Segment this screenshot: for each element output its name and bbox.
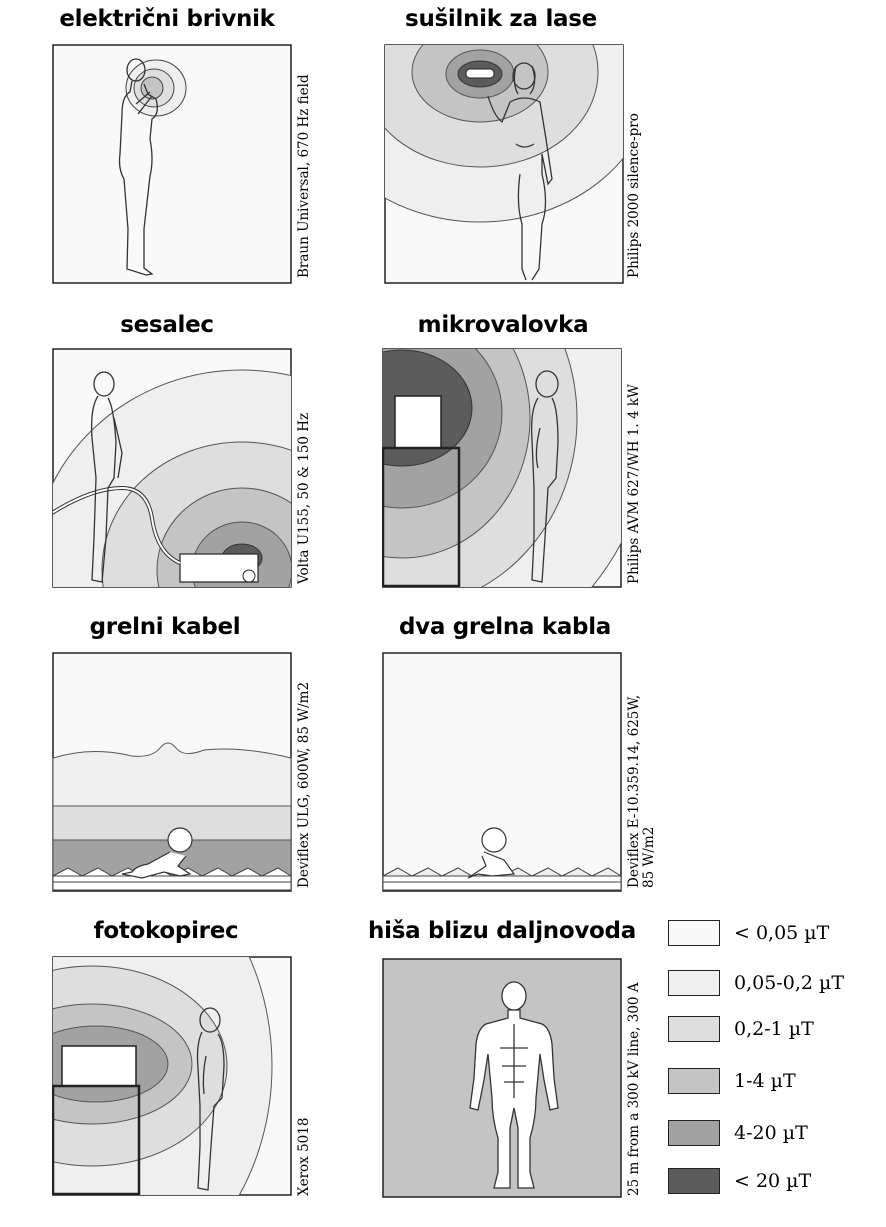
panel-vacuum [52,348,292,588]
panel-photocopier [52,956,292,1196]
legend-item [668,970,868,998]
device-label-photocopier: Xerox 5018 [296,1117,312,1196]
panel-title-heating-cable: grelni kabel [89,614,241,640]
panel-title-hairdryer: sušilnik za lase [405,6,597,32]
panel-two-heating-cables [382,652,622,892]
panel-heating-cable [52,652,292,892]
panel-title-vacuum: sesalec [120,312,214,338]
legend-item [668,1068,868,1096]
panel-title-shaver: električni brivnik [59,6,275,32]
legend-swatch [668,1016,720,1042]
device-label-microwave: Philips AVM 627/WH 1. 4 kW [626,384,642,584]
legend-item [668,1120,868,1148]
device-label-power-line-house: 25 m from a 300 kV line, 300 A [626,982,642,1196]
panel-power-line-house [382,958,622,1198]
legend-label: 0,2-1 µT [734,1018,814,1040]
panel-title-microwave: mikrovalovka [417,312,589,338]
legend-item [668,1016,868,1044]
legend-label: 4-20 µT [734,1122,808,1144]
device-label-vacuum: Volta U155, 50 & 150 Hz [296,412,312,584]
legend-swatch [668,1168,720,1194]
legend-swatch [668,1120,720,1146]
legend-swatch [668,970,720,996]
legend-label: < 20 µT [734,1170,812,1192]
legend-label: 1-4 µT [734,1070,796,1092]
device-label-heating-cable: Deviflex ULG, 600W, 85 W/m2 [296,681,312,888]
legend-label: < 0,05 µT [734,922,830,944]
device-label-shaver: Braun Universal, 670 Hz field [296,74,312,278]
legend-item [668,920,868,948]
panel-title-power-line-house: hiša blizu daljnovoda [368,918,636,944]
panel-shaver [52,44,292,284]
device-label-line-2: 85 W/m2 [641,826,657,888]
panel-title-two-heating-cables: dva grelna kabla [398,614,612,640]
device-label-two-heating-cables [627,695,657,888]
device-label-line-1: Deviflex E-10.359.14, 625W, [626,694,642,888]
panel-microwave [382,348,622,588]
panel-hairdryer [384,44,624,284]
device-label-hairdryer: Philips 2000 silence-pro [626,113,642,278]
panel-title-photocopier: fotokopirec [93,918,239,944]
legend-swatch [668,920,720,946]
legend-item [668,1168,868,1196]
legend-label: 0,05-0,2 µT [734,972,845,994]
legend-swatch [668,1068,720,1094]
